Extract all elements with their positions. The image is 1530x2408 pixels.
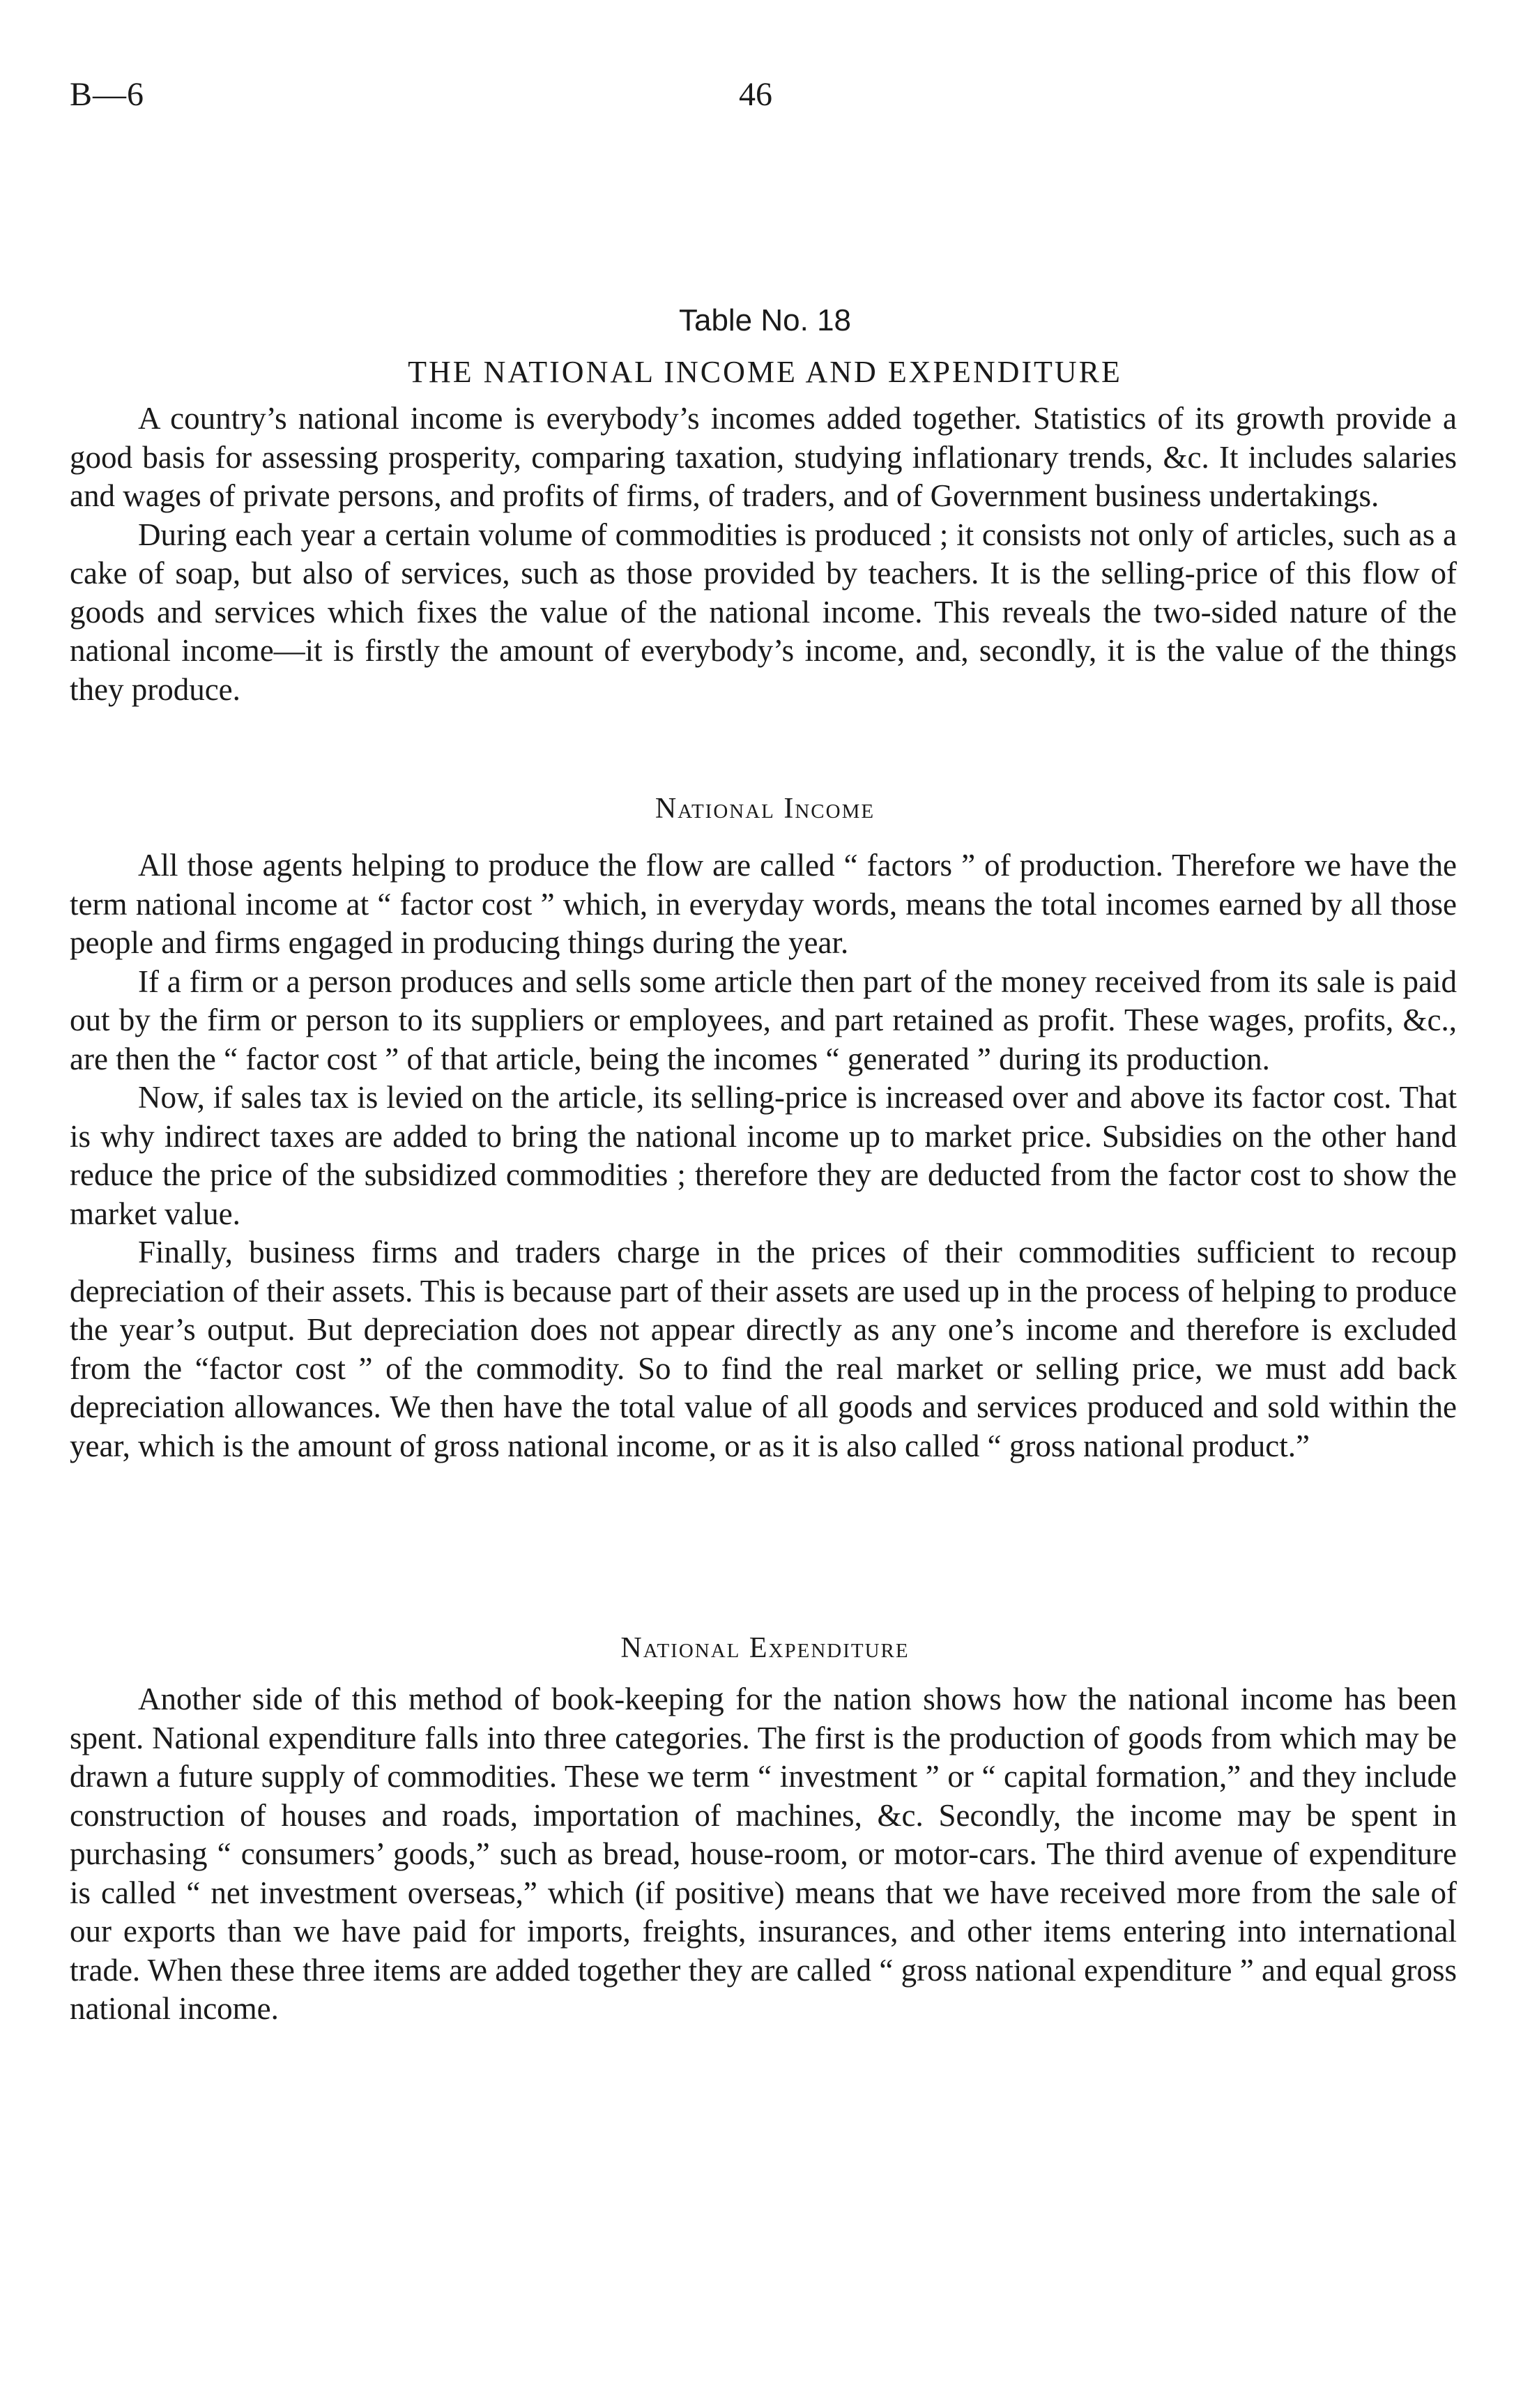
national-income-paragraph-4: Finally, business firms and traders charge in the prices of their commodities sufficient to recoup depreciation of their assets. This is because part of their assets are used up in the process of helping to produce the year’s output. But depreciation does not appear directly as any one’s income and therefore is excluded from the “factor cost ” of the commodity. So to find the real market or selling price, we must add back depreciation allowances. We then have the total value of all goods and services produced and sold within the year, which is the amount of gross national income, or as it is also called “ gross national product.” — [70, 1235, 1457, 1463]
national-income-paragraph-2: If a firm or a person produces and sells some article then part of the money received from its sale is paid out by the firm or person to its suppliers or employees, and part retained as profit. These wages, profits, &c., are then the “ factor cost ” of that article, being the incomes “ generated ” during its production. — [70, 963, 1457, 1076]
intro-paragraph-1: A country’s national income is everybody’s incomes added together. Statistics of its growth provide a good basis for assessing prosperity, comparing taxation, studying inflationary trends, &c. It includes salaries and wages of private persons, and profits of firms, of traders, and of Government business undertakings. — [70, 401, 1457, 513]
national-expenditure-heading: National Expenditure — [620, 1632, 910, 1664]
national-expenditure-section — [70, 1680, 1457, 2029]
national-income-paragraph-3: Now, if sales tax is levied on the article, its selling-price is increased over and above its factor cost. That is why indirect taxes are added to bring the national income up to market price. Subsidies on the other hand reduce the price of the subsidized commodities ; therefore they are deducted from the factor cost to show the market value. — [70, 1080, 1457, 1231]
page-title: THE NATIONAL INCOME AND EXPENDITURE — [408, 355, 1122, 389]
national-income-paragraph-1: All those agents helping to produce the flow are called “ factors ” of production. Therefore we have the term national income at “ factor cost ” which, in everyday words, means the total incomes earned by all those people and firms engaged in producing things during the year. — [70, 848, 1457, 960]
table-number: Table No. 18 — [678, 303, 852, 337]
intro-paragraph-2: During each year a certain volume of commodities is produced ; it consists not only of articles, such as a cake of soap, but also of services, such as those provided by teachers. It is the selling-price of this flow of goods and services which fixes the value of the national income. This reveals the two-sided nature of the national income—it is firstly the amount of everybody’s income, and, secondly, it is the value of the things they produce. — [70, 517, 1457, 707]
national-income-section — [70, 846, 1457, 1465]
intro-section — [70, 399, 1457, 709]
page-number: 46 — [739, 76, 772, 113]
section-reference: B—6 — [70, 76, 145, 113]
national-expenditure-paragraph-1: Another side of this method of book-keeping for the nation shows how the national income has been spent. National expenditure falls into three categories. The first is the production of goods from which may be drawn a future supply of commodities. These we term “ investment ” or “ capital formation,” and they include construction of houses and roads, importation of machines, &c. Secondly, the income may be spent in purchasing “ consumers’ goods,” such as bread, house-room, or motor-cars. The third avenue of expenditure is called “ net investment overseas,” which (if positive) means that we have received more from the sale of our exports than we have paid for imports, freights, insurances, and other items entering into international trade. When these three items are added together they are called “ gross national expenditure ” and equal gross national income. — [70, 1682, 1457, 2026]
national-income-heading: National Income — [655, 793, 875, 825]
